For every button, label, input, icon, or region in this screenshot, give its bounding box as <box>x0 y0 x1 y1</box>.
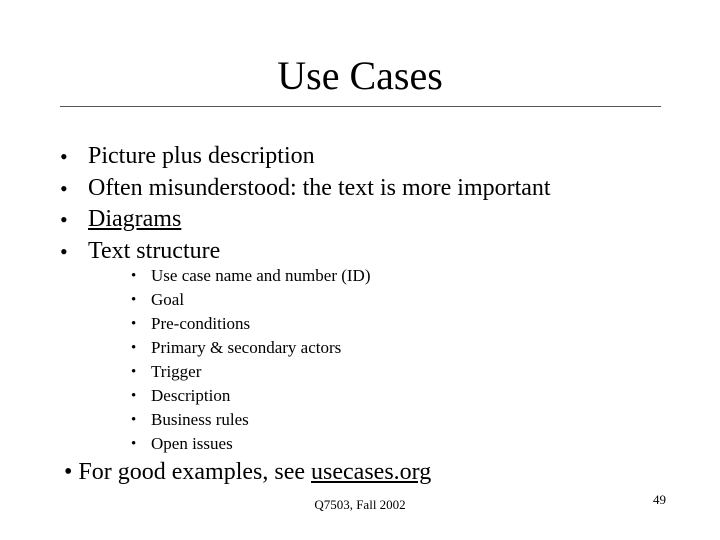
sub-item-goal <box>131 288 371 312</box>
sub-bullet-dot: • <box>131 412 137 428</box>
bullet-text: For good examples, see <box>78 459 306 485</box>
bullet-item-diagrams <box>60 204 551 236</box>
sub-item-preconditions <box>131 312 371 336</box>
usecases-link[interactable]: usecases.org <box>311 459 432 485</box>
main-bullet-list <box>60 141 551 267</box>
sub-bullet-text: Description <box>151 386 231 405</box>
bullet-text: Often misunderstood: the text is more important <box>88 174 551 201</box>
sub-bullet-dot: • <box>131 388 137 404</box>
sub-bullet-list <box>131 264 371 456</box>
bullet-dot: • <box>64 459 73 485</box>
sub-bullet-dot: • <box>131 340 137 356</box>
sub-item-business-rules <box>131 408 371 432</box>
bullet-text: Picture plus description <box>88 143 315 169</box>
sub-item-open-issues <box>131 432 371 456</box>
sub-bullet-text: Open issues <box>151 434 233 453</box>
bullet-item-examples <box>64 457 431 489</box>
bullet-dot: • <box>60 238 68 264</box>
sub-item-actors <box>131 336 371 360</box>
sub-bullet-dot: • <box>131 316 137 332</box>
sub-item-name-id <box>131 264 371 288</box>
slide-title: Use Cases <box>277 53 443 98</box>
sub-bullet-dot: • <box>131 268 137 284</box>
bullet-item-misunderstood <box>60 173 551 205</box>
sub-bullet-text: Primary & secondary actors <box>151 338 342 357</box>
sub-bullet-text: Goal <box>151 290 185 309</box>
sub-bullet-dot: • <box>131 436 137 452</box>
bullet-dot: • <box>60 207 68 232</box>
sub-bullet-dot: • <box>131 292 137 308</box>
sub-bullet-text: Trigger <box>151 362 202 381</box>
footer-course: Q7503, Fall 2002 <box>314 497 406 512</box>
sub-item-trigger <box>131 360 371 384</box>
sub-bullet-text: Business rules <box>151 410 249 429</box>
sub-bullet-dot: • <box>131 364 137 380</box>
sub-bullet-text: Pre-conditions <box>151 314 251 333</box>
diagrams-link[interactable]: Diagrams <box>88 206 182 232</box>
bullet-dot: • <box>60 175 68 201</box>
title-divider <box>60 106 661 107</box>
bullet-item-picture <box>60 141 551 173</box>
page-number: 49 <box>653 492 666 507</box>
bullet-item-text-structure <box>60 236 551 268</box>
bullet-text: Text structure <box>88 237 221 264</box>
bullet-dot: • <box>60 144 68 169</box>
sub-item-description <box>131 384 371 408</box>
sub-bullet-text: Use case name and number (ID) <box>151 266 371 285</box>
